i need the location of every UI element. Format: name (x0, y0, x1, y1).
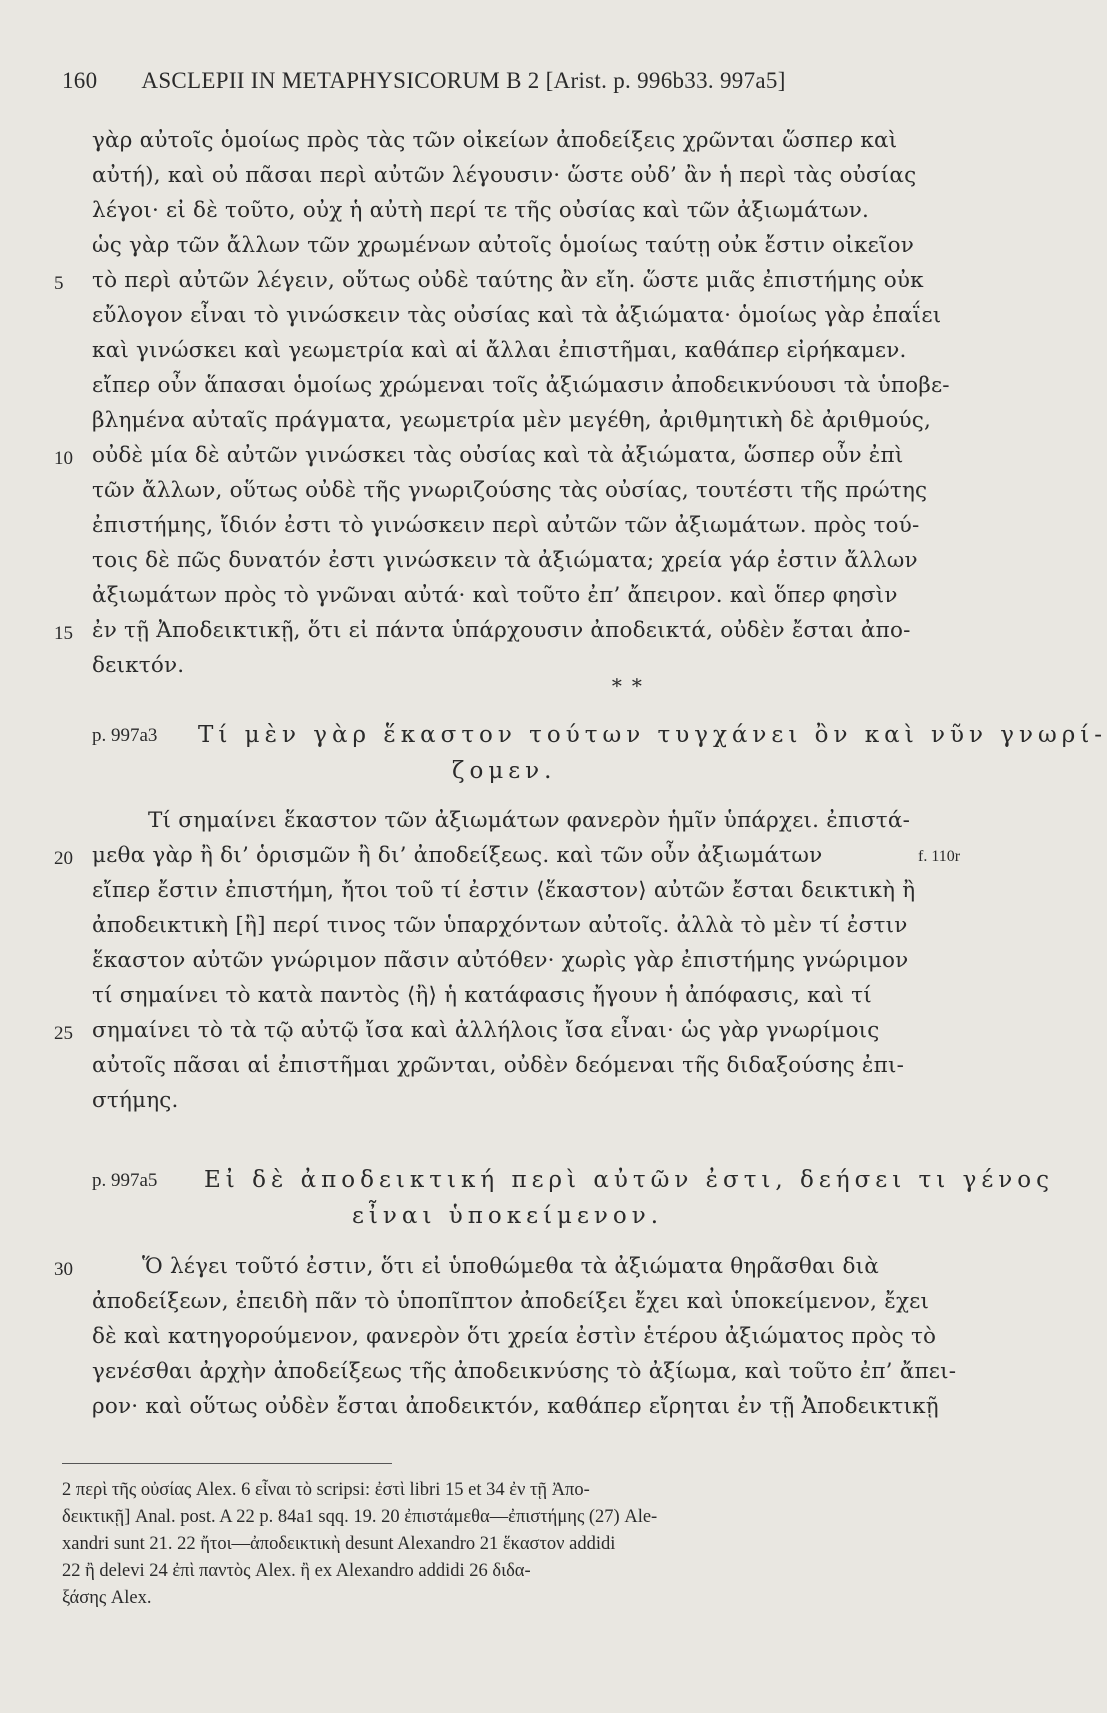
text-line: ὡς γὰρ τῶν ἄλλων τῶν χρωμένων αὐτοῖς ὁμοίως ταύτῃ οὐκ ἔστιν οἰκεῖον (92, 233, 914, 258)
running-title: ASCLEPII IN METAPHYSICORUM B 2 [Arist. p. 996b33. 997a5] (141, 68, 786, 93)
footnote-line: 22 ἢ delevi 24 ἐπὶ παντὸς Alex. ἢ ex Alexandro addidi 26 διδα- (62, 1561, 531, 1581)
text-line: τοις δὲ πῶς δυνατόν ἐστι γινώσκειν τὰ ἀξιώματα; χρεία γάρ ἐστιν ἄλλων (92, 548, 918, 573)
text-line: εἴπερ οὖν ἅπασαι ὁμοίως χρώμεναι τοῖς ἀξιώμασιν ἀποδεικνύουσι τὰ ὑποβε- (92, 373, 950, 398)
text-line: ἀξιωμάτων πρὸς τὸ γνῶναι αὐτά· καὶ τοῦτο ἐπ’ ἄπειρον. καὶ ὅπερ φησὶν (92, 583, 898, 608)
text-line: τῶν ἄλλων, οὕτως οὐδὲ τῆς γνωριζούσης τὰς οὐσίας, τουτέστι τῆς πρώτης (92, 478, 928, 503)
text-line: δὲ καὶ κατηγορούμενον, φανερὸν ὅτι χρεία ἐστὶν ἑτέρου ἀξιώματος πρὸς τὸ (92, 1324, 937, 1349)
page-number: 160 (62, 68, 98, 93)
text-line: ἐν τῇ Ἀποδεικτικῇ, ὅτι εἰ πάντα ὑπάρχουσιν ἀποδεικτά, οὐδὲν ἔσται ἀπο- (92, 618, 911, 643)
text-line: εἴπερ ἔστιν ἐπιστήμη, ἤτοι τοῦ τί ἐστιν ⟨ἕκαστον⟩ αὐτῶν ἔσται δεικτικὴ ἢ (92, 878, 916, 903)
text-line: τί σημαίνει τὸ κατὰ παντὸς ⟨ἢ⟩ ἡ κατάφασις ἤγουν ἡ ἀπόφασις, καὶ τί (92, 983, 872, 1008)
text-line: ρον· καὶ οὕτως οὐδὲν ἔσται ἀποδεικτόν, καθάπερ εἴρηται ἐν τῇ Ἀποδεικτικῇ (92, 1394, 939, 1419)
text-line: γενέσθαι ἀρχὴν ἀποδείξεως τῆς ἀποδεικνύσης τὸ ἀξίωμα, καὶ τοῦτο ἐπ’ ἄπει- (92, 1359, 957, 1384)
folio-margin-note: f. 110r (918, 848, 961, 865)
line-number: 30 (54, 1259, 73, 1280)
section-dots: ∗ ∗ (610, 670, 644, 694)
footnote-line: 2 περὶ τῆς οὐσίας Alex. 6 εἶναι τὸ scripsi: ἐστὶ libri 15 et 34 ἐν τῇ Ἀπο- (62, 1480, 590, 1500)
text-line: ἕκαστον αὐτῶν γνώριμον πᾶσιν αὐτόθεν· χωρὶς γὰρ ἐπιστήμης γνώριμον (92, 948, 909, 973)
text-line: ἀποδείξεων, ἐπειδὴ πᾶν τὸ ὑποπῖπτον ἀποδείξει ἔχει καὶ ὑποκείμενον, ἔχει (92, 1289, 930, 1314)
footnote-line: δεικτικῇ] Anal. post. A 22 p. 84a1 sqq. 19. 20 ἐπιστάμεθα—ἐπιστήμης (27) Ale- (62, 1507, 658, 1527)
lemma-reference: p. 997a3 (92, 725, 158, 746)
text-line: δεικτόν. (92, 653, 185, 678)
text-line: Ὅ λέγει τοῦτό ἐστιν, ὅτι εἰ ὑποθώμεθα τὰ ἀξιώματα θηρᾶσθαι διὰ (142, 1254, 879, 1279)
footnote-line: ξάσης Alex. (62, 1588, 152, 1608)
text-line: στήμης. (92, 1088, 179, 1113)
text-line: γὰρ αὐτοῖς ὁμοίως πρὸς τὰς τῶν οἰκείων ἀποδείξεις χρῶνται ὥσπερ καὶ (92, 128, 898, 153)
text-line: μεθα γὰρ ἢ δι’ ὁρισμῶν ἢ δι’ ἀποδείξεως. καὶ τῶν οὖν ἀξιωμάτων (92, 843, 823, 868)
line-number: 15 (54, 623, 73, 644)
lemma-heading: εἶναι ὑποκείμενον. (352, 1203, 664, 1229)
text-line: ἀποδεικτικὴ [ἢ] περί τινος τῶν ὑπαρχόντων αὐτοῖς. ἀλλὰ τὸ μὲν τί ἐστιν (92, 913, 908, 938)
text-line: αὐτή), καὶ οὐ πᾶσαι περὶ αὐτῶν λέγουσιν· ὥστε οὐδ’ ἂν ἡ περὶ τὰς οὐσίας (92, 163, 917, 188)
running-header (62, 68, 942, 94)
text-line: ἐπιστήμης, ἴδιόν ἐστι τὸ γινώσκειν περὶ αὐτῶν τῶν ἀξιωμάτων. πρὸς τού- (92, 513, 920, 538)
text-line: λέγοι· εἰ δὲ τοῦτο, οὐχ ἡ αὐτὴ περί τε τῆς οὐσίας καὶ τῶν ἀξιωμάτων. (92, 198, 870, 223)
lemma-heading: Τί μὲν γὰρ ἕκαστον τούτων τυγχάνει ὂν καὶ νῦν γνωρί- (198, 722, 1107, 748)
line-number: 5 (54, 273, 64, 294)
footnote-line: xandri sunt 21. 22 ἤτοι—ἀποδεικτικὴ desunt Alexandro 21 ἕκαστον addidi (62, 1534, 616, 1554)
text-line: εὔλογον εἶναι τὸ γινώσκειν τὰς οὐσίας καὶ τὰ ἀξιώματα· ὁμοίως γὰρ ἐπαΐει (92, 303, 942, 328)
text-line: σημαίνει τὸ τὰ τῷ αὐτῷ ἴσα καὶ ἀλλήλοις ἴσα εἶναι· ὡς γὰρ γνωρίμοις (92, 1018, 880, 1043)
lemma-heading: Εἰ δὲ ἀποδεικτική περὶ αὐτῶν ἐστι, δεήσει τι γένος (204, 1167, 1054, 1193)
footnote-divider (62, 1463, 392, 1464)
lemma-heading: ζομεν. (452, 758, 557, 784)
line-number: 25 (54, 1023, 73, 1044)
text-line: αὐτοῖς πᾶσαι αἱ ἐπιστῆμαι χρῶνται, οὐδὲν δεόμεναι τῆς διδαξούσης ἐπι- (92, 1053, 905, 1078)
line-number: 10 (54, 448, 73, 469)
text-line: τὸ περὶ αὐτῶν λέγειν, οὕτως οὐδὲ ταύτης ἂν εἴη. ὥστε μιᾶς ἐπιστήμης οὐκ (92, 268, 924, 293)
text-line: βλημένα αὐταῖς πράγματα, γεωμετρία μὲν μεγέθη, ἀριθμητικὴ δὲ ἀριθμούς, (92, 408, 932, 433)
line-number: 20 (54, 848, 73, 869)
text-line: οὐδὲ μία δὲ αὐτῶν γινώσκει τὰς οὐσίας καὶ τὰ ἀξιώματα, ὥσπερ οὖν ἐπὶ (92, 443, 904, 468)
text-line: καὶ γινώσκει καὶ γεωμετρία καὶ αἱ ἄλλαι ἐπιστῆμαι, καθάπερ εἰρήκαμεν. (92, 338, 907, 363)
lemma-reference: p. 997a5 (92, 1170, 158, 1191)
text-line: Τί σημαίνει ἕκαστον τῶν ἀξιωμάτων φανερὸν ἡμῖν ὑπάρχει. ἐπιστά- (148, 808, 911, 833)
